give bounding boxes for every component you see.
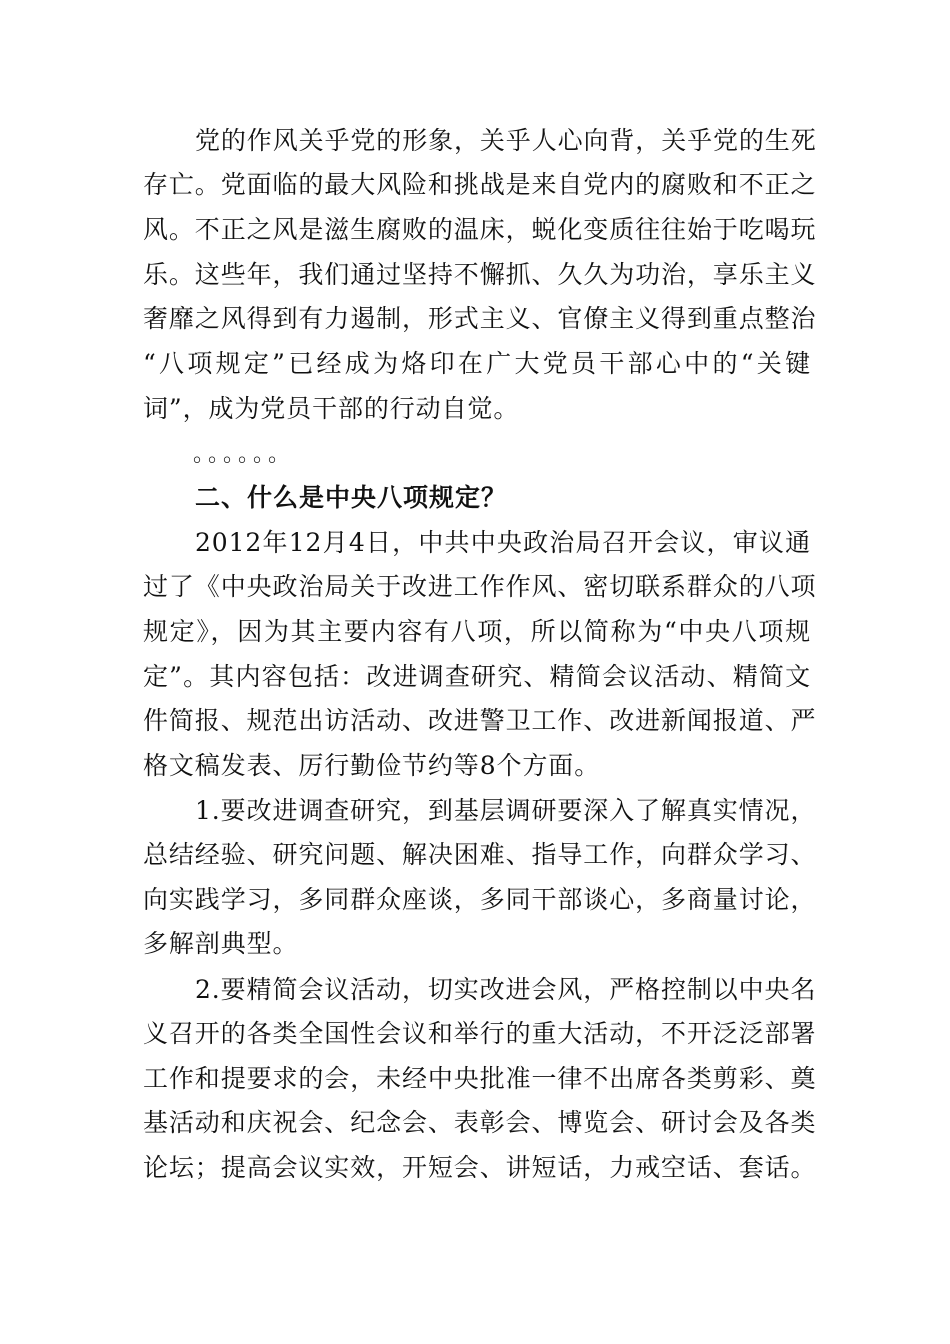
- paragraph-1-line-1: 党的作风关乎党的形象，关乎人心向背，关乎党的生死: [195, 126, 817, 155]
- paragraph-2-line-5: 件简报、规范出访活动、改进警卫工作、改进新闻报道、严: [143, 706, 817, 735]
- paragraph-1-line-3: 风。不正之风是滋生腐败的温床，蜕化变质往往始于吃喝玩: [143, 215, 817, 244]
- paragraph-2-line-3: 规定》，因为其主要内容有八项，所以简称为“中央八项规: [143, 617, 811, 646]
- item-1-line-4: 多解剖典型。: [143, 929, 299, 958]
- paragraph-1-line-2: 存亡。党面临的最大风险和挑战是来自党内的腐败和不正之: [143, 170, 817, 199]
- paragraph-1-line-4: 乐。这些年，我们通过坚持不懈抓、久久为功治，享乐主义: [143, 260, 817, 289]
- item-2-line-2: 义召开的各类全国性会议和举行的重大活动，不开泛泛部署: [143, 1019, 817, 1048]
- paragraph-1-line-5: 奢靡之风得到有力遏制，形式主义、官僚主义得到重点整治: [143, 304, 817, 333]
- paragraph-2-line-1: 2012年12月4日，中共中央政治局召开会议，审议通: [195, 528, 811, 557]
- item-1-line-3: 向实践学习，多同群众座谈，多同干部谈心，多商量讨论，: [143, 885, 817, 914]
- item-1-line-2: 总结经验、研究问题、解决困难、指导工作，向群众学习、: [143, 840, 817, 869]
- paragraph-2-line-2: 过了《中央政治局关于改进工作作风、密切联系群众的八项: [143, 572, 817, 601]
- paragraph-2-line-6: 格文稿发表、厉行勤俭节约等8个方面。: [143, 751, 601, 780]
- paragraph-2-line-4: 定”。其内容包括：改进调查研究、精简会议活动、精简文: [143, 662, 811, 691]
- item-2-line-5: 论坛；提高会议实效，开短会、讲短话，力戒空话、套话。: [143, 1153, 817, 1182]
- section-heading: 二、什么是中央八项规定？: [195, 483, 508, 512]
- item-1-line-1: 1.要改进调查研究，到基层调研要深入了解真实情况，: [195, 796, 817, 825]
- ellipsis-marks: 。。。。。。: [193, 442, 295, 467]
- item-2-line-1: 2.要精简会议活动，切实改进会风，严格控制以中央名: [195, 975, 817, 1004]
- item-2-line-3: 工作和提要求的会，未经中央批准一律不出席各类剪彩、奠: [143, 1064, 817, 1093]
- paragraph-1-line-7: 词”，成为党员干部的行动自觉。: [143, 394, 520, 423]
- paragraph-1-line-6: “八项规定”已经成为烙印在广大党员干部心中的“关键: [143, 349, 811, 378]
- item-2-line-4: 基活动和庆祝会、纪念会、表彰会、博览会、研讨会及各类: [143, 1108, 817, 1137]
